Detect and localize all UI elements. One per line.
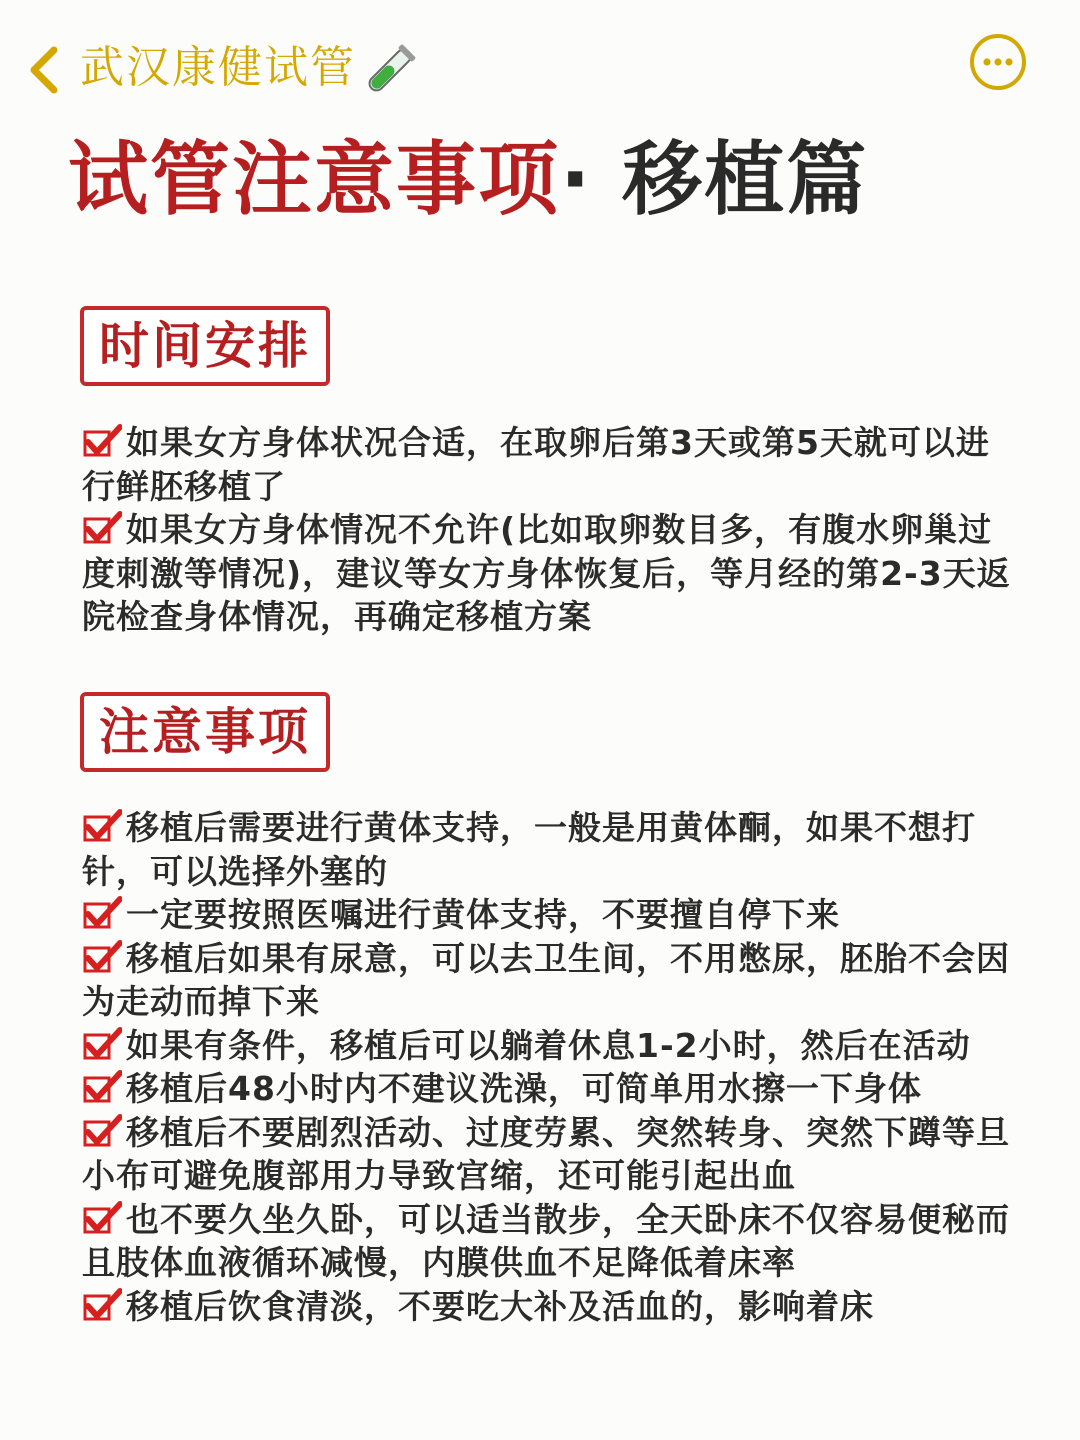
precautions-list [82,806,1012,1328]
section-heading-precautions [80,692,330,772]
account-name: 武汉康健试管 [80,42,356,93]
list-item-text: 如果有条件，移植后可以躺着休息1-2小时，然后在活动 [126,1025,971,1065]
list-item [82,1067,1012,1111]
list-item-text: 也不要久坐久卧，可以适当散步，全天卧床不仅容易便秘而且肢体血液循环减慢，内膜供血不足降低着床率 [82,1199,1010,1282]
account-title[interactable] [80,36,418,100]
page-title [68,132,868,228]
checkmark-icon [82,511,122,545]
list-item-text: 移植后不要剧烈活动、过度劳累、突然转身、突然下蹲等旦小布可避免腹部用力导致宫缩，还可能引起出血 [82,1112,1010,1195]
list-item [82,1111,1012,1198]
list-item [82,1198,1012,1285]
list-item [82,1024,1012,1068]
list-item [82,806,1012,893]
page-title-main: 试管注意事项 [68,133,560,226]
checkmark-icon [82,1070,122,1104]
section-heading-schedule [80,306,330,386]
checkmark-icon [82,1027,122,1061]
list-item-text: 移植后48小时内不建议洗澡，可简单用水擦一下身体 [126,1069,922,1108]
checkmark-icon [82,896,122,930]
checkmark-icon [82,1201,122,1235]
checkmark-icon [82,809,122,843]
list-item [82,893,1012,937]
more-button[interactable] [968,32,1028,92]
list-item-text: 一定要按照医嘱进行黄体支持，不要擅自停下来 [126,895,840,934]
list-item [82,508,1012,639]
list-item-text: 移植后饮食清淡，不要吃大补及活血的，影响着床 [126,1286,874,1326]
list-item [82,937,1012,1024]
list-item [82,1285,1012,1329]
section-heading-label: 注意事项 [99,703,311,761]
schedule-list [82,421,1012,639]
list-item-text: 移植后需要进行黄体支持，一般是用黄体酮，如果不想打针，可以选择外塞的 [82,808,976,891]
page-title-sub: · 移植篇 [560,133,869,226]
checkmark-icon [82,1288,122,1322]
back-button[interactable] [20,36,68,100]
checkmark-icon [82,424,122,458]
list-item-text: 移植后如果有尿意，可以去卫生间，不用憋尿，胚胎不会因为走动而掉下来 [82,938,1010,1021]
chevron-left-icon [20,36,68,100]
list-item [82,421,1012,508]
list-item-text: 如果女方身体状况合适，在取卵后第3天或第5天就可以进行鲜胚移植了 [82,423,990,506]
checkmark-icon [82,940,122,974]
section-heading-label: 时间安排 [99,317,311,375]
checkmark-icon [82,1114,122,1148]
top-bar [0,28,1080,108]
test-tube-icon [362,42,418,98]
more-dots-icon [968,32,1028,92]
list-item-text: 如果女方身体情况不允许(比如取卵数目多，有腹水卵巢过度刺激等情况)，建议等女方身体恢复后，等月经的第2-3天返院检查身体情况，再确定移植方案 [82,510,1011,636]
